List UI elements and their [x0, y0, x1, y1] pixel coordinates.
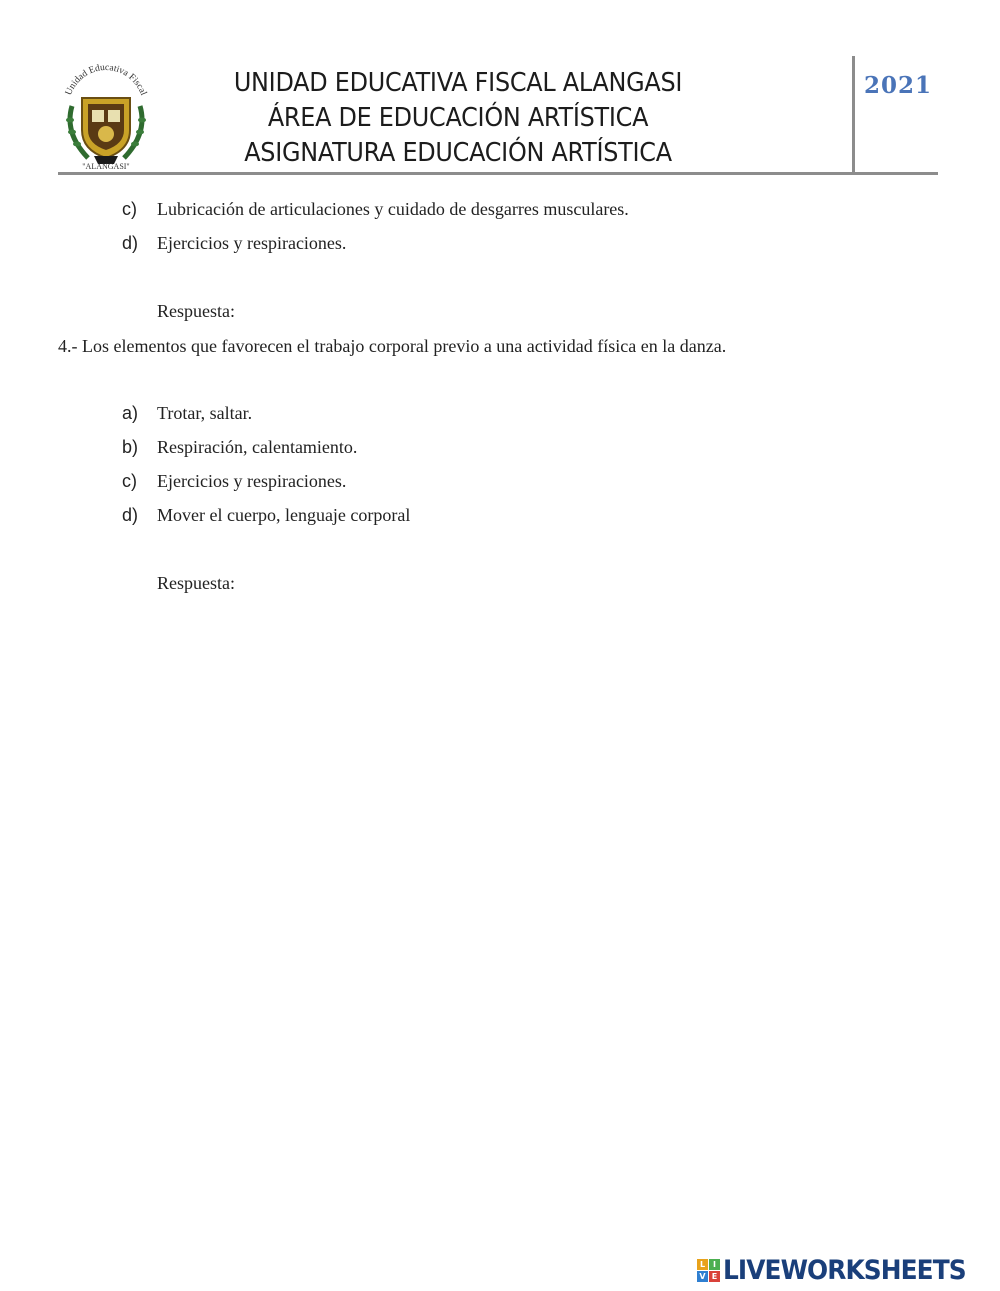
- header-horizontal-divider: [58, 172, 938, 175]
- block-e: E: [709, 1271, 720, 1282]
- document-header: [58, 56, 938, 174]
- q3-answer-label: Respuesta:: [157, 301, 235, 321]
- letter-blocks-icon: [697, 1259, 720, 1282]
- q3-option-d[interactable]: [122, 233, 346, 254]
- block-i: I: [709, 1259, 720, 1270]
- q4-option-d[interactable]: [122, 505, 410, 526]
- brand-name: LIVEWORKSHEETS: [723, 1254, 966, 1286]
- q4-option-a[interactable]: [122, 403, 252, 424]
- subject-name: ASIGNATURA EDUCACIÓN ARTÍSTICA: [244, 138, 672, 168]
- area-name: ÁREA DE EDUCACIÓN ARTÍSTICA: [267, 103, 649, 133]
- option-letter: c): [122, 199, 137, 219]
- option-letter: c): [122, 471, 137, 491]
- option-text: Trotar, saltar.: [157, 403, 253, 423]
- header-titles: [191, 66, 725, 171]
- q4-option-b[interactable]: [122, 437, 357, 458]
- block-v: V: [697, 1271, 708, 1282]
- header-vertical-divider: [852, 56, 855, 174]
- q4-option-c[interactable]: [122, 471, 346, 492]
- option-text: Ejercicios y respiraciones.: [157, 471, 347, 491]
- q3-option-c[interactable]: [122, 199, 629, 220]
- option-letter: d): [122, 233, 139, 253]
- option-letter: a): [122, 403, 139, 423]
- school-name: UNIDAD EDUCATIVA FISCAL ALANGASI: [233, 68, 683, 98]
- svg-text:"ALANGASI": "ALANGASI": [82, 162, 130, 170]
- option-letter: b): [122, 437, 139, 457]
- option-text: Lubricación de articulaciones y cuidado de desgarres musculares.: [157, 199, 629, 219]
- q4-prompt: 4.- Los elementos que favorecen el trabajo corporal previo a una actividad física en la danza.: [58, 336, 727, 356]
- q4-answer-label: Respuesta:: [157, 573, 235, 593]
- option-text: Respiración, calentamiento.: [157, 437, 358, 457]
- option-text: Ejercicios y respiraciones.: [157, 233, 347, 253]
- svg-text:Unidad Educativa Fiscal: Unidad Educativa Fiscal: [63, 62, 149, 98]
- block-l: L: [697, 1259, 708, 1270]
- option-text: Mover el cuerpo, lenguaje corporal: [157, 505, 411, 525]
- year-label: 2021: [864, 72, 933, 99]
- school-crest-logo: [58, 58, 154, 170]
- liveworksheets-logo[interactable]: [697, 1255, 987, 1285]
- option-letter: d): [122, 505, 139, 525]
